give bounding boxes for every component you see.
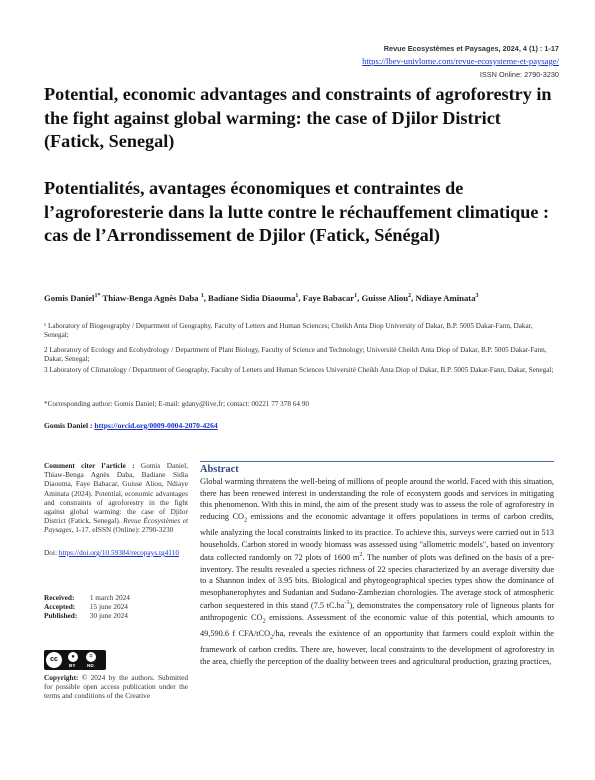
copyright-label: Copyright: [44, 673, 79, 682]
accepted-value: 15 june 2024 [89, 602, 128, 612]
abstract-text-part: Global warming threatens the well-being of millions of people around the world. Faced with this situation, there has been renewed interest in understanding the role of ecosystem goods and services in mitigating this phenomenon. With this in mind, the aim of the present study was to assess the role of agroforestry in reducing CO [200, 477, 554, 521]
author-affiliation-mark: 1 [295, 293, 299, 299]
orcid-link[interactable]: https://orcid.org/0009-0004-2070-4264 [94, 421, 218, 430]
citation-tail: , 1-17. eISSN (Online): 2790-3230 [71, 525, 174, 535]
abstract-text-part: emissions. Assessment of the economic value of this potential, which amounts to 49,590.6 f CFA/tCO [200, 612, 554, 638]
abstract-divider [200, 461, 554, 462]
affiliation-2: 2 Laboratory of Ecology and Ecohydrology / Department of Plant Biology, Faculty of Science and Technology; Université Cheikh Anta Diop of Dakar, B.P. 5005 Dakar-Fann, Dakar, Senegal; [44, 346, 547, 364]
superscript: -1 [344, 600, 350, 607]
subscript: 2 [244, 517, 248, 524]
author-affiliation-mark: 3 [475, 293, 479, 299]
author-affiliation-mark: 1 [354, 293, 358, 299]
author-affiliation-mark: 2 [408, 293, 412, 299]
cc-by-label: BY [69, 663, 76, 668]
abstract-text-part: /ha, reveals the existence of an opportunity that farmers could exploit within the framework of carbon credits. There are, however, local constraints to the development of agroforestry in the area, chiefly the perception of the duality between trees and agricultural production, grazing practices, [200, 628, 554, 666]
dates-block [44, 593, 188, 621]
author-name: Thiaw-Benga Agnès Daba [102, 292, 199, 303]
citation-box [44, 461, 188, 535]
author-name: Faye Babacar [302, 292, 355, 303]
published-date [44, 611, 188, 620]
author-affiliation-mark: 1 [200, 293, 204, 299]
subscript: 2 [262, 618, 266, 625]
accepted-date [44, 602, 188, 611]
received-value: 1 march 2024 [89, 593, 130, 602]
issn-label: ISSN Online: 2790-3230 [479, 70, 559, 79]
abstract-body [200, 476, 554, 667]
author-list: Gomis Daniel$^{1*}$ Thiaw-Benga Agnès Daba $^1$, Badiane Sidia Diaouma$^1$, Faye Babacar$^1$, Guisse Aliou$^2$, Ndiaye Aminata$^3$ [44, 292, 479, 303]
accepted-label: Accepted: [44, 602, 76, 612]
author-name: Badiane Sidia Diaouma [208, 292, 296, 303]
doi-label: Doi: [44, 548, 59, 557]
abstract-heading: Abstract [200, 464, 239, 475]
journal-url-link[interactable]: https://lbev-univlome.com/revue-ecosysteme-et-paysage/ [362, 56, 559, 66]
received-date [44, 593, 188, 602]
affiliation-1: ¹ Laboratory of Biogeography / Department of Geography, Faculty of Letters and Human Sciences; Cheikh Anta Diop University of Dakar, B.P. 5005 Dakar-Fann, Dakar, Senegal; [44, 322, 533, 340]
citation-text: Gomis Daniel, Thiaw-Benga Agnès Daba, Badiane Sidia Diaouma, Faye Babacar, Guisse Aliou, Ndiaye Aminata (2024). Potential, economic advantages and constraints of agroforestry in the fight against global warming: the case of Djilor District (Fatick, Senegal). [44, 461, 188, 526]
subscript: 2 [270, 634, 274, 641]
title-english: Potential, economic advantages and constraints of agroforestry in the fight against global warming: the case of Djilor District (Fatick, Senegal) [44, 84, 552, 151]
published-label: Published: [44, 611, 78, 621]
received-label: Received: [44, 593, 75, 602]
abstract-text-part: . The number of plots was defined on the basis of a pre-inventory. The results revealed a species richness of 22 species characterized by an average diversity due to a Shannon index of 3.95 bits. Biological and phytogeographical species types show the dominance of mesophanerophytes and Sudanian and Sudano-Zambezian chorologies. The average stock of atmospheric carbon sequestered in this stand (7.5 tC.ha [200, 552, 554, 611]
doi-block [44, 548, 188, 557]
superscript: 2 [359, 552, 363, 559]
cc-icon: cc [46, 652, 62, 668]
cc-license-badge[interactable] [44, 650, 106, 670]
journal-citation-header: Revue Ecosystèmes et Paysages, 2024, 4 (1) : 1-17 [383, 44, 559, 53]
affiliation-3: 3 Laboratory of Climatology / Department of Geography, Faculty of Letters and Human Sciences Université Cheikh Anta Diop of Dakar, B.P. 5005 Dakar-Fann, Dakar, Senegal; [44, 366, 554, 374]
abstract-text-part: emissions and the economic advantage it offers populations in terms of carbon credits, while analyzing the local constraints linked to its practice. To achieve this, surveys were carried out in 513 households. Carbon stored in woody biomass was assessed using "allometric models", based on inventory data collected randomly on 72 plots of 1600 m [200, 511, 554, 562]
title-french: Potentialités, avantages économiques et contraintes de l’agroforesterie dans la lutte contre le réchauffement climatique : cas de l’Arrondissement de Djilor (Fatick, Sénégal) [44, 178, 550, 245]
doi-link[interactable]: https://doi.org/10.59384/recopays.tg4110 [58, 548, 179, 557]
citation-journal: Revue Écosystèmes et Paysages [44, 516, 188, 535]
attribution-icon: ● [68, 652, 78, 662]
author-name: Guisse Aliou [361, 292, 409, 303]
citation-label: Comment citer l’article : [44, 461, 135, 470]
abstract-text-part: ), demonstrates the compensatory role of ligneous plants for anthropogenic CO [200, 601, 554, 622]
corresponding-author: *Corresponding author: Gomis Daniel; E-mail: gdany@live.fr; contact: 00221 77 378 64 90 [44, 400, 309, 408]
copyright-text: © 2024 by the authors. Submitted for possible open access publication under the terms and conditions of the Creative [44, 673, 188, 701]
no-derivatives-icon: = [86, 652, 96, 662]
cc-nd-label: ND [87, 663, 94, 668]
author-name: Gomis Daniel [44, 292, 95, 303]
copyright-note [44, 673, 188, 701]
author-affiliation-mark: 1* [94, 293, 101, 299]
author-name: Ndiaye Aminata [415, 292, 476, 303]
published-value: 30 june 2024 [89, 611, 128, 621]
orcid-label: Gomis Daniel : [44, 421, 95, 430]
orcid-line [44, 421, 218, 430]
